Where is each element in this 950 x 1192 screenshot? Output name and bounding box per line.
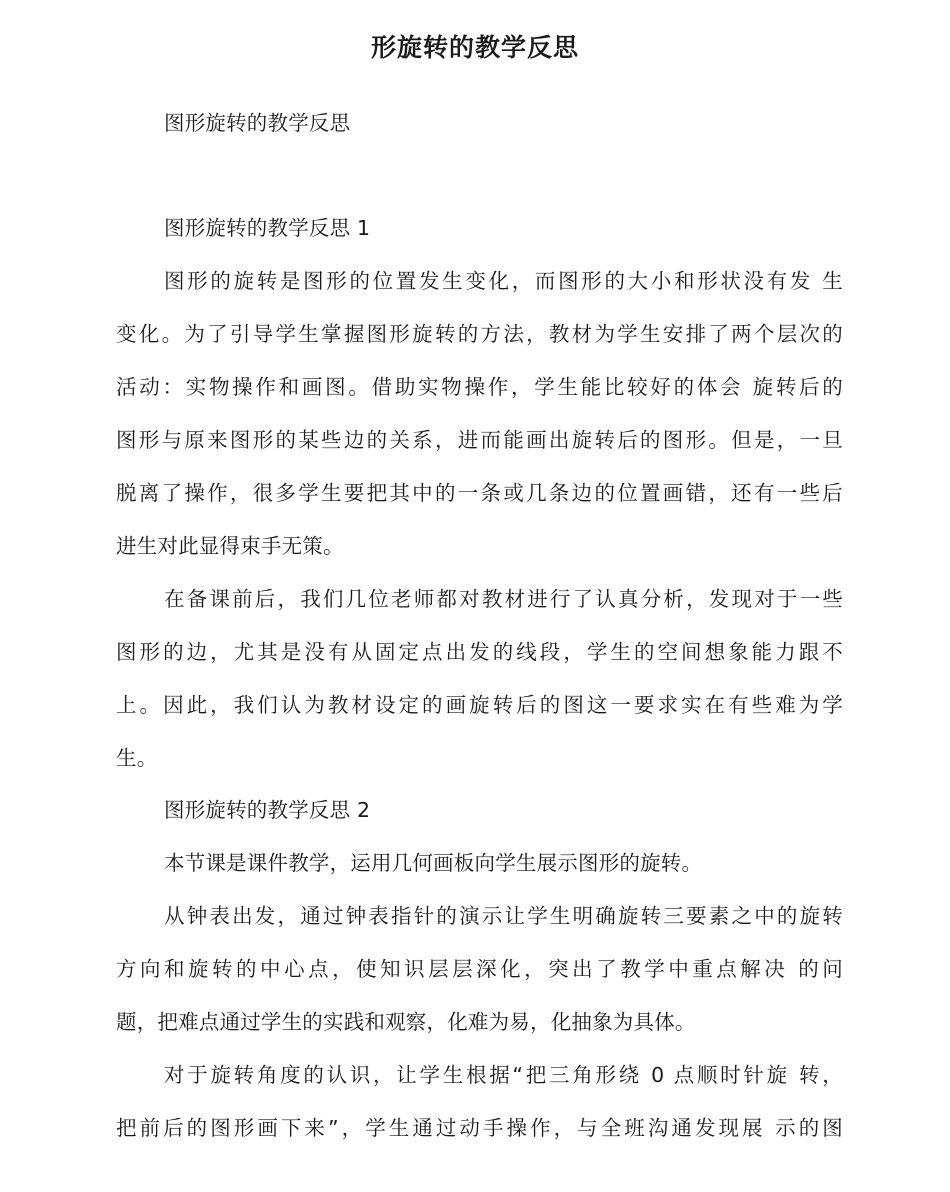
section-heading-1: 图形旋转的教学反思 1 bbox=[164, 216, 371, 240]
text-line: 在备课前后，我们几位老师都对教材进行了认真分析，发现对于一些 bbox=[164, 587, 843, 611]
text-line: 对于旋转角度的认识，让学生根据“把三角形绕 0 点顺时针旋 转， bbox=[164, 1063, 843, 1087]
text-line: 活动：实物操作和画图。借助实物操作，学生能比较好的体会 旋转后的 bbox=[116, 375, 843, 399]
document-title: 形旋转的教学反思 bbox=[370, 33, 579, 62]
text-line: 把前后的图形画下来”，学生通过动手操作，与全班沟通发现展 示的图 bbox=[116, 1116, 843, 1140]
text-line: 进生对此显得束手无策。 bbox=[116, 534, 344, 558]
text-line: 本节课是课件教学，运用几何画板向学生展示图形的旋转。 bbox=[164, 851, 703, 875]
document-subtitle: 图形旋转的教学反思 bbox=[164, 111, 351, 135]
text-line: 图形的旋转是图形的位置发生变化，而图形的大小和形状没有发 生 bbox=[164, 269, 843, 293]
text-line: 生。 bbox=[116, 746, 158, 770]
text-line: 变化。为了引导学生掌握图形旋转的方法，教材为学生安排了两个层次的 bbox=[116, 322, 843, 346]
text-line: 上。因此，我们认为教材设定的画旋转后的图这一要求实在有些难为学 bbox=[116, 693, 843, 717]
text-line: 从钟表出发，通过钟表指针的演示让学生明确旋转三要素之中的旋转 bbox=[164, 904, 843, 928]
text-line: 方向和旋转的中心点，使知识层层深化，突出了教学中重点解决 的问 bbox=[116, 957, 843, 981]
text-line: 题，把难点通过学生的实践和观察，化难为易，化抽象为具体。 bbox=[116, 1010, 696, 1034]
text-line: 脱离了操作，很多学生要把其中的一条或几条边的位置画错，还有一些后 bbox=[116, 481, 843, 505]
text-line: 图形与原来图形的某些边的关系，进而能画出旋转后的图形。但是，一旦 bbox=[116, 428, 843, 452]
text-line: 图形的边，尤其是没有从固定点出发的线段，学生的空间想象能力跟不 bbox=[116, 640, 843, 664]
section-heading-2: 图形旋转的教学反思 2 bbox=[164, 798, 371, 822]
